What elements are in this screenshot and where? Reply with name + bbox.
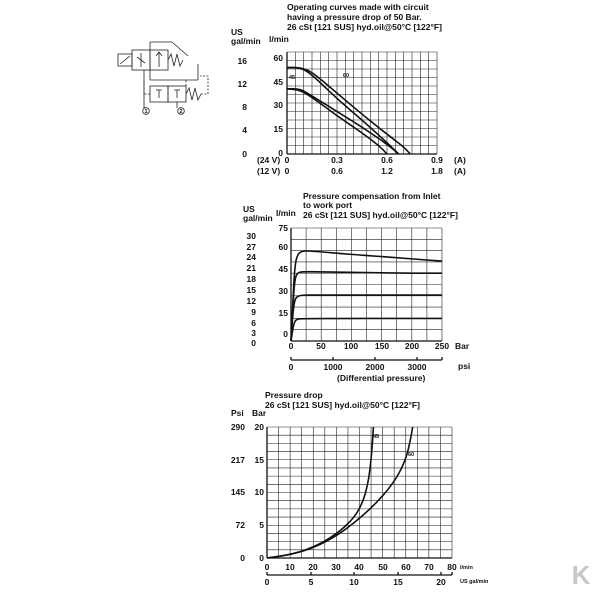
compensator-spring-icon: [186, 88, 201, 100]
chart3-usgpm-axis: [267, 572, 452, 575]
chart1-title-line3: 26 cSt [121 SUS] hyd.oil@50°C [122°F]: [287, 22, 442, 32]
chart1-yleft-tick: 4: [242, 125, 247, 135]
chart1-yright-label: l/min: [269, 34, 289, 44]
chart2-xbar-tick: 50: [316, 341, 326, 351]
chart2-title-line1: Pressure compensation from Inlet: [303, 191, 441, 201]
chart1-yleft-tick: 8: [242, 102, 247, 112]
chart1-yleft-tick-labels: [238, 56, 248, 159]
chart1-yright-tick: 60: [273, 53, 283, 63]
chart2-xbar-tick: 150: [374, 341, 390, 351]
chart1-series-line-0: [287, 68, 410, 154]
chart1-yleft-tick: 16: [237, 56, 247, 66]
chart2-xbar-tick: 100: [343, 341, 359, 351]
chart2-yright-tick: 30: [278, 286, 288, 296]
chart2-yleft-label-line2: gal/min: [243, 213, 273, 223]
chart1-yright-tick-labels: [274, 53, 284, 158]
chart2-yleft-tick: 0: [251, 338, 256, 348]
chart3-xlmin-tick: 80: [447, 562, 457, 572]
chart2-title-line2: to work port: [303, 200, 353, 210]
chart3-xlmin-tick: 20: [308, 562, 318, 572]
chart1-yleft-label-line2: gal/min: [231, 36, 261, 46]
chart3-yright-tick: 15: [254, 455, 264, 465]
hydraulic-valve-symbol-icon: [118, 42, 208, 115]
brand-logo-icon: K: [571, 560, 591, 590]
chart1-x24v-tick: 0.6: [381, 155, 393, 165]
chart2-yleft-tick: 24: [246, 252, 256, 262]
port-1-label: 1: [144, 109, 148, 115]
chart3-series-label-60: 60: [408, 452, 415, 458]
chart3-title-line2: 26 cSt [121 SUS] hyd.oil@50°C [122°F]: [265, 400, 420, 410]
chart1-x12v-tick: 0: [284, 166, 290, 176]
chart3-yleft-tick: 145: [230, 487, 245, 497]
chart3-xusgpm-label: US gal/min: [460, 579, 489, 585]
chart2-yright-tick: 60: [278, 242, 288, 252]
chart3-yright-tick: 5: [259, 520, 264, 530]
operating-curves-chart: [231, 2, 466, 176]
chart1-x12v-tick: 1.2: [381, 166, 393, 176]
chart1-title-line1: Operating curves made with circuit: [287, 2, 429, 12]
chart2-yleft-tick: 18: [246, 274, 256, 284]
chart3-yleft-tick-labels: [231, 422, 245, 563]
chart3-xusgpm-tick: 0: [264, 577, 270, 587]
chart3-xusgpm-tick: 5: [308, 577, 314, 587]
chart2-xpsi-tick: 0: [288, 362, 294, 372]
chart1-title-line2: having a pressure drop of 50 Bar.: [287, 12, 422, 22]
chart1-yright-tick: 0: [278, 148, 283, 158]
spring-icon: [168, 54, 183, 66]
chart3-yright-tick: 20: [254, 422, 264, 432]
chart3-xlmin-label: l/min: [460, 565, 473, 571]
chart1-yright-tick: 30: [273, 100, 283, 110]
chart2-yleft-tick: 15: [246, 285, 256, 295]
chart2-yleft-tick: 12: [246, 296, 256, 306]
chart2-yright-label: l/min: [276, 208, 296, 218]
chart2-xbar-tick: 200: [404, 341, 420, 351]
chart1-x24v-tick: 0: [284, 155, 290, 165]
chart3-xlmin-tick: 70: [424, 562, 434, 572]
chart3-title-line1: Pressure drop: [265, 390, 323, 400]
chart3-yleft-label: Psi: [231, 408, 244, 418]
chart2-yleft-tick: 21: [246, 263, 256, 273]
chart1-x12v-tick: 0.6: [331, 166, 343, 176]
chart1-yright-tick: 15: [273, 124, 283, 134]
chart1-x24v-tick: 0.3: [331, 155, 343, 165]
chart3-grid: [267, 427, 452, 558]
chart2-xbar-tick: 0: [288, 341, 294, 351]
chart1-yleft-tick: 12: [237, 79, 247, 89]
pressure-compensation-chart: [243, 191, 470, 383]
chart3-yright-label: Bar: [252, 408, 267, 418]
chart2-yleft-tick: 6: [251, 318, 256, 328]
chart2-xpsi-tick: 2000: [365, 362, 385, 372]
chart3-xlmin-tick: 30: [331, 562, 341, 572]
chart3-xlmin-tick: 10: [285, 562, 295, 572]
chart3-xlmin-tick: 60: [401, 562, 411, 572]
chart3-yleft-tick: 0: [240, 553, 245, 563]
chart3-xlmin-tick: 0: [264, 562, 270, 572]
chart2-yright-tick: 0: [283, 329, 288, 339]
chart1-series-label-60: 60: [343, 73, 350, 79]
chart3-yleft-tick: 217: [230, 455, 245, 465]
chart2-xlabel: (Differential pressure): [337, 373, 426, 383]
chart2-yleft-tick: 27: [246, 242, 256, 252]
chart2-title-line3: 26 cSt [121 SUS] hyd.oil@50°C [122°F]: [303, 210, 458, 220]
chart1-x12v-label: (12 V): [257, 166, 281, 176]
chart1-x24v-unit: (A): [454, 155, 466, 165]
chart1-series-label-45: 45: [289, 75, 296, 81]
chart2-xpsi-tick: 1000: [323, 362, 343, 372]
chart2-yleft-tick: 9: [251, 307, 256, 317]
chart2-yleft-tick: 3: [251, 328, 256, 338]
chart3-yleft-tick: 72: [235, 520, 245, 530]
chart2-yright-tick: 75: [278, 223, 288, 233]
chart1-series: [287, 68, 410, 154]
chart3-xlmin-tick: 40: [354, 562, 364, 572]
chart2-yright-tick: 45: [278, 264, 288, 274]
solenoid-diagonal-icon: [120, 56, 130, 64]
chart2-yleft-tick-labels: [247, 231, 257, 348]
chart3-yright-tick: 10: [254, 487, 264, 497]
pressure-drop-chart: [231, 390, 489, 587]
chart1-x12v-tick: 1.8: [431, 166, 443, 176]
chart2-yright-tick: 15: [278, 308, 288, 318]
chart1-x12v-unit: (A): [454, 166, 466, 176]
chart3-xusgpm-tick: 10: [349, 577, 359, 587]
port-2-label: 2: [179, 109, 183, 115]
chart2-xpsi-label: psi: [458, 361, 471, 371]
chart3-xusgpm-tick: 15: [393, 577, 403, 587]
chart3-xusgpm-tick: 20: [436, 577, 446, 587]
chart3-yright-tick-labels: [255, 422, 265, 563]
chart2-xpsi-tick: 3000: [407, 362, 427, 372]
chart1-yleft-tick: 0: [242, 149, 247, 159]
chart1-x24v-tick: 0.9: [431, 155, 443, 165]
chart2-yleft-label-line1: US: [243, 204, 255, 214]
chart2-psi-axis: [291, 357, 442, 360]
chart2-yright-tick-labels: [279, 223, 289, 339]
chart1-yleft-label-line1: US: [231, 27, 243, 37]
chart2-yleft-tick: 30: [246, 231, 256, 241]
chart1-yright-tick: 45: [273, 77, 283, 87]
chart1-grid: [287, 52, 437, 154]
chart3-series-label-45: 45: [373, 434, 380, 440]
chart3-yleft-tick: 290: [230, 422, 245, 432]
chart1-x24v-label: (24 V): [257, 155, 281, 165]
chart3-yright-tick: 0: [259, 553, 264, 563]
chart2-grid: [291, 228, 442, 341]
chart2-xbar-tick: 250: [434, 341, 450, 351]
chart2-xbar-label: Bar: [455, 341, 470, 351]
chart3-xlmin-tick: 50: [378, 562, 388, 572]
